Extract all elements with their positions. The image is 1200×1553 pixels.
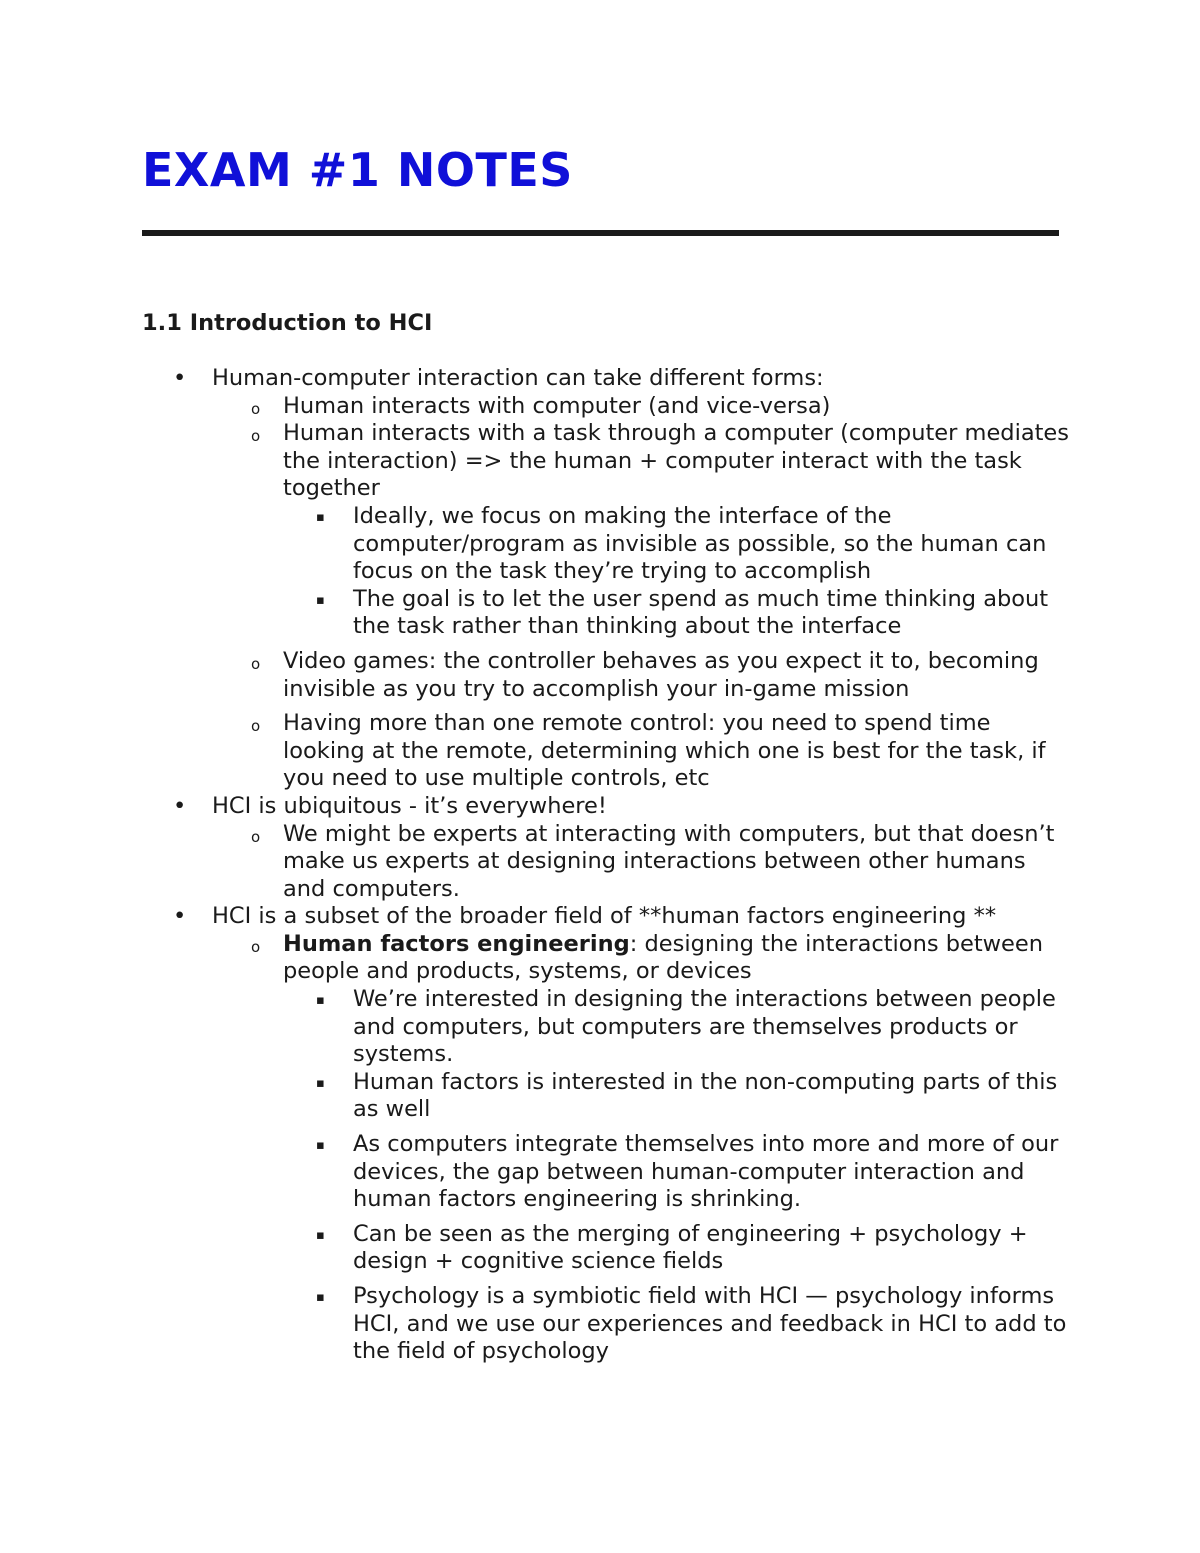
nested-bullet-item: [283, 1221, 1072, 1276]
nested-bullet-item: [283, 986, 1072, 1069]
sub-bullet-text: Video games: the controller behaves as you expect it to, becoming invisible as you try to accomplish your in-game mission: [283, 647, 1039, 702]
bullet-text: HCI is ubiquitous - it’s everywhere!: [212, 792, 607, 819]
defined-term: Human factors engineering: [283, 930, 630, 957]
nested-bullet-text: As computers integrate themselves into more and more of our devices, the gap between human-computer interaction and human factors engineering is shrinking.: [353, 1131, 1059, 1213]
nested-bullet-text: Psychology is a symbiotic field with HCI — psychology informs HCI, and we use our experiences and feedback in HCI to add to the field of psychology: [353, 1283, 1067, 1365]
sub-bullet-text: We might be experts at interacting with computers, but that doesn’t make us experts at designing interactions between other humans and computers.: [283, 820, 1055, 902]
bullet-text: Human-computer interaction can take different forms:: [212, 365, 824, 391]
title-divider: [142, 230, 1059, 236]
nested-bullet-item: [283, 1069, 1072, 1124]
sub-bullet-text: : designing the interactions between people and products, systems, or devices: [283, 930, 1044, 985]
nested-bullet-list: [283, 503, 1072, 641]
nested-bullet-list: [283, 986, 1072, 1366]
nested-bullet-text: The goal is to let the user spend as much time thinking about the task rather than thinking about the interface: [353, 585, 1049, 640]
nested-bullet-text: We’re interested in designing the interactions between people and computers, but computers are themselves products or systems.: [353, 986, 1056, 1068]
nested-bullet-item: [283, 1283, 1072, 1366]
bullet-item: [142, 903, 1072, 1366]
document-body: [142, 300, 1072, 1366]
sub-bullet-item: [212, 648, 1072, 703]
sub-bullet-item: [212, 420, 1072, 641]
section-heading: 1.1 Introduction to HCI: [142, 310, 433, 336]
sub-bullet-item: [212, 931, 1072, 1366]
bullet-list: [142, 365, 1072, 1366]
bullet-item: [142, 793, 1072, 903]
sub-bullet-list: [212, 931, 1072, 1366]
sub-bullet-text: Having more than one remote control: you need to spend time looking at the remote, determining which one is best for the task, if you need to use multiple controls, etc: [283, 710, 1046, 792]
bullet-text: HCI is a subset of the broader field of **human factors engineering **: [212, 903, 997, 930]
nested-bullet-item: [283, 503, 1072, 586]
nested-bullet-text: Human factors is interested in the non-computing parts of this as well: [353, 1068, 1058, 1123]
sub-bullet-list: [212, 821, 1072, 904]
sub-bullet-item: [212, 393, 1072, 421]
sub-bullet-list: [212, 393, 1072, 793]
document-title: EXAM #1 NOTES: [142, 143, 573, 197]
sub-bullet-text: Human interacts with a task through a computer (computer mediates the interaction) => the human + computer interact with the task together: [283, 420, 1069, 502]
nested-bullet-item: [283, 1131, 1072, 1214]
sub-bullet-item: [212, 710, 1072, 793]
sub-bullet-text: Human interacts with computer (and vice-versa): [283, 392, 831, 419]
sub-bullet-item: [212, 821, 1072, 904]
bullet-item: [142, 365, 1072, 793]
nested-bullet-text: Ideally, we focus on making the interface of the computer/program as invisible as possible, so the human can focus on the task they’re trying to accomplish: [353, 502, 1047, 585]
nested-bullet-text: Can be seen as the merging of engineering + psychology + design + cognitive science fields: [353, 1220, 1028, 1275]
nested-bullet-item: [283, 586, 1072, 641]
